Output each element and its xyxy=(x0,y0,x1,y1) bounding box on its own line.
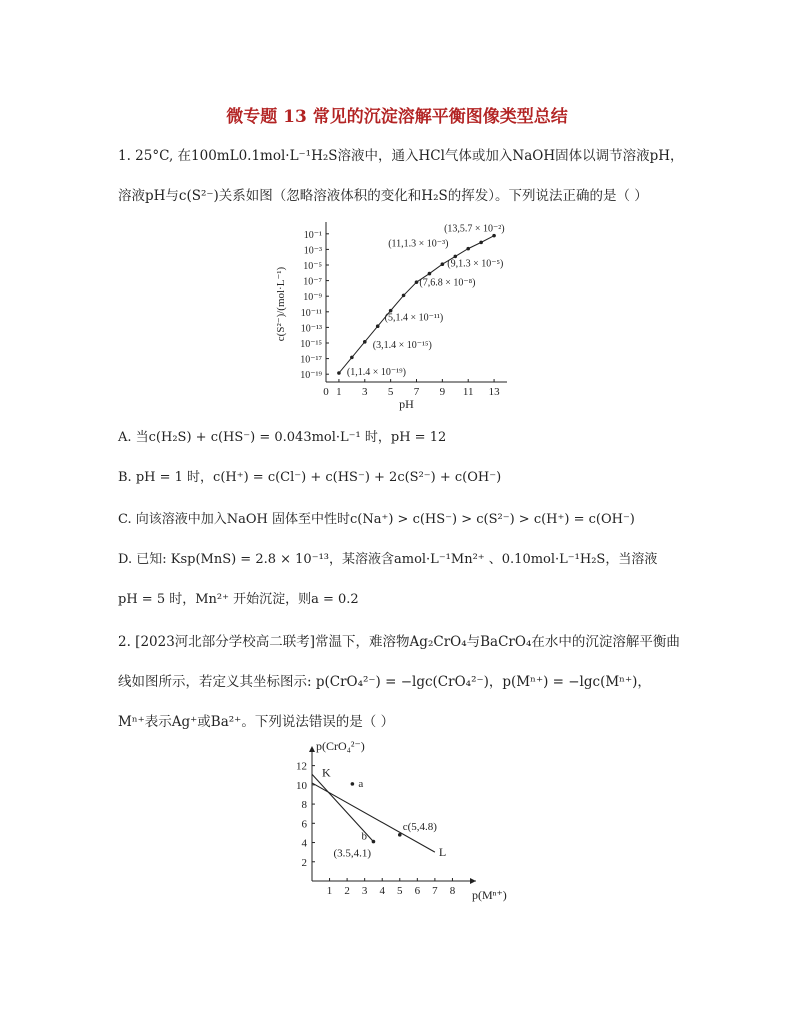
chart-1 xyxy=(270,212,530,422)
data-line xyxy=(339,236,494,373)
data-point xyxy=(466,247,470,251)
y-axis-label: c(S²⁻)/(mol·L⁻¹) xyxy=(275,266,287,342)
chart-2 xyxy=(280,738,520,908)
data-point xyxy=(402,294,406,298)
x-tick-label: 3 xyxy=(362,386,368,398)
x-tick-label: 1 xyxy=(326,885,333,897)
q1-option-c: C. 向该溶液中加入NaOH 固体至中性时c(Na⁺) > c(HS⁻) > c(S²⁻) > c(H⁺) = c(OH⁻) xyxy=(118,512,635,527)
y-tick-label: 2 xyxy=(301,856,307,869)
q1-stem-line1: 1. 25°C, 在100mL0.1mol·L⁻¹H₂S溶液中，通入HCl气体或加入NaOH固体以调节溶液pH， xyxy=(118,148,684,164)
q1-option-d-line1: D. 已知: Ksp(MnS) = 2.8 × 10⁻¹³，某溶液含amol·L⁻¹Mn²⁺ 、0.10mol·L⁻¹H₂S，当溶液 xyxy=(118,552,658,567)
q1-option-d-line2: pH = 5 时，Mn²⁺ 开始沉淀，则a = 0.2 xyxy=(118,592,359,607)
data-point xyxy=(398,833,402,837)
data-label: (7,6.8 × 10⁻⁸) xyxy=(419,277,476,289)
y-tick-label: 10⁻⁵ xyxy=(303,261,322,272)
point-label: b xyxy=(361,830,367,843)
x-tick-label: 0 xyxy=(323,386,329,398)
data-label: (5,1.4 × 10⁻¹¹) xyxy=(384,312,444,324)
y-tick-label: 10⁻³ xyxy=(303,245,322,257)
y-axis-arrow xyxy=(309,746,315,752)
data-point xyxy=(479,241,483,245)
x-axis-label: p(Mⁿ⁺) xyxy=(472,888,507,902)
data-point xyxy=(441,262,445,266)
point-label: c(5,4.8) xyxy=(402,820,437,833)
y-tick-label: 6 xyxy=(301,818,307,831)
point-coord-label: (3.5,4.1) xyxy=(333,847,372,860)
y-tick-label: 4 xyxy=(301,837,307,850)
y-tick-label: 10⁻¹⁹ xyxy=(300,370,322,382)
q1-stem-line2: 溶液pH与c(S²⁻)关系如图（忽略溶液体积的变化和H₂S的挥发）。下列说法正确的是（ ） xyxy=(118,188,648,204)
data-point xyxy=(350,356,354,360)
x-tick-label: 7 xyxy=(432,885,438,897)
y-tick-label: 10⁻⁷ xyxy=(303,276,322,288)
page-title: 微专题 13 常见的沉淀溶解平衡图像类型总结 xyxy=(226,107,568,127)
q2-stem-line2: 线如图所示，若定义其坐标图示: p(CrO₄²⁻) = −lgc(CrO₄²⁻)，p(Mⁿ⁺) = −lgc(Mⁿ⁺)， xyxy=(118,674,651,690)
q2-stem-line3: Mⁿ⁺表示Ag⁺或Ba²⁺。下列说法错误的是（ ） xyxy=(118,714,395,730)
x-tick-label: 4 xyxy=(379,885,385,897)
x-tick-label: 3 xyxy=(361,885,368,897)
y-tick-label: 10⁻¹⁷ xyxy=(300,354,322,366)
x-tick-label: 9 xyxy=(439,386,446,398)
x-tick-label: 5 xyxy=(397,885,403,897)
y-tick-label: 10 xyxy=(296,779,307,792)
data-point xyxy=(372,840,376,844)
data-point xyxy=(351,782,355,786)
data-point xyxy=(363,340,367,344)
data-point xyxy=(376,324,380,328)
y-tick-label: 10⁻¹¹ xyxy=(300,307,322,319)
y-tick-label: 10⁻⁹ xyxy=(303,292,322,304)
data-point xyxy=(415,280,419,284)
q1-option-b: B. pH = 1 时，c(H⁺) = c(Cl⁻) + c(HS⁻) + 2c(S²⁻) + c(OH⁻) xyxy=(118,470,502,485)
y-tick-label: 8 xyxy=(301,799,307,812)
x-tick-label: 1 xyxy=(336,386,342,398)
data-label: (9,1.3 × 10⁻⁵) xyxy=(447,258,504,270)
point-label: a xyxy=(358,777,364,790)
x-tick-label: 11 xyxy=(462,386,474,398)
q1-option-a: A. 当c(H₂S) + c(HS⁻) = 0.043mol·L⁻¹ 时，pH = 12 xyxy=(118,430,447,445)
series-label: L xyxy=(438,845,447,860)
data-label: (13,5.7 × 10⁻²) xyxy=(444,223,505,235)
data-point xyxy=(428,272,432,276)
data-label: (3,1.4 × 10⁻¹⁵) xyxy=(372,339,432,351)
y-tick-label: 10⁻¹³ xyxy=(300,323,322,335)
x-axis-label: pH xyxy=(399,397,414,411)
x-axis-arrow xyxy=(470,878,476,884)
x-tick-label: 5 xyxy=(387,386,394,398)
y-tick-label: 10⁻¹ xyxy=(303,229,322,241)
q2-stem-line1: 2. [2023河北部分学校高二联考]常温下，难溶物Ag₂CrO₄与BaCrO₄在水中的沉淀溶解平衡曲 xyxy=(118,634,680,650)
x-tick-label: 8 xyxy=(449,885,456,897)
y-axis-label: p(CrO₄²⁻) xyxy=(316,739,365,753)
x-tick-label: 6 xyxy=(414,885,421,897)
y-tick-label: 12 xyxy=(296,760,307,773)
data-label: (1,1.4 × 10⁻¹⁹) xyxy=(346,367,406,379)
x-tick-label: 2 xyxy=(344,885,350,897)
x-tick-label: 7 xyxy=(413,386,420,398)
y-tick-label: 10⁻¹⁵ xyxy=(300,339,322,350)
data-point xyxy=(337,371,341,375)
series-label: K xyxy=(322,765,331,780)
data-label: (11,1.3 × 10⁻³) xyxy=(388,238,449,250)
x-tick-label: 13 xyxy=(488,386,500,398)
